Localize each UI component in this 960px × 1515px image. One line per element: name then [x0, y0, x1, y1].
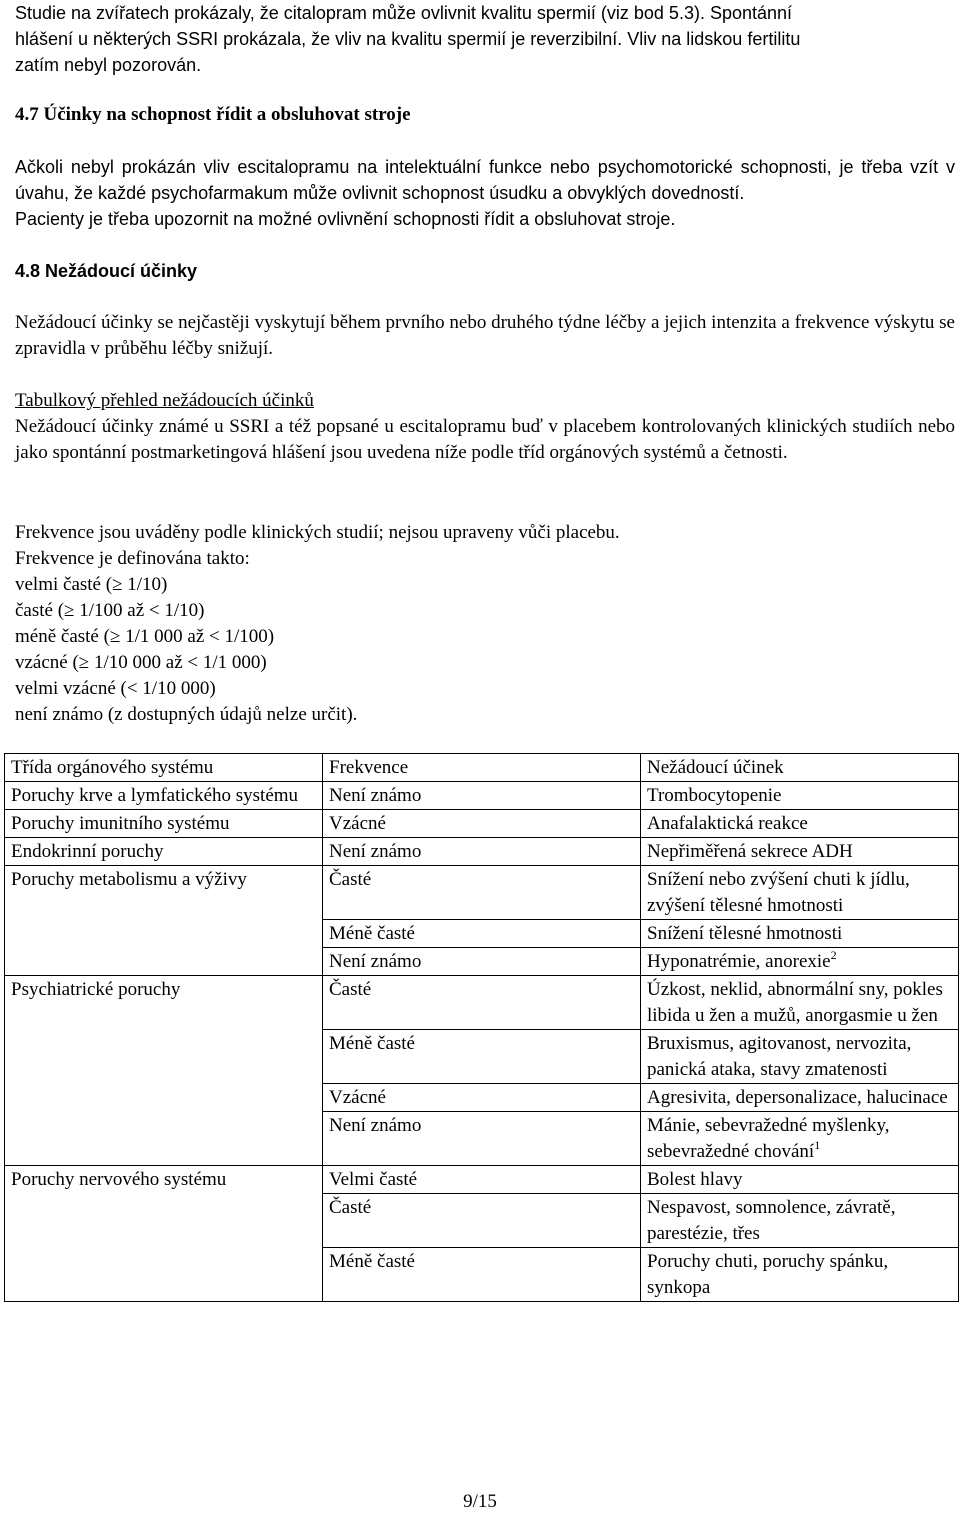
- soc-cell: [5, 948, 323, 976]
- effect-text: Mánie, sebevražedné myšlenky, sebevražedné chování: [647, 1115, 890, 1162]
- paragraph: Pacienty je třeba upozornit na možné ovlivnění schopnosti řídit a obsluhovat stroje.: [15, 209, 676, 229]
- frequency-cell: Časté: [323, 866, 641, 920]
- effect-cell: Bruxismus, agitovanost, nervozita, panická ataka, stavy zmatenosti: [641, 1030, 959, 1084]
- frequency-cell: Méně časté: [323, 920, 641, 948]
- frequency-cell: Není známo: [323, 838, 641, 866]
- effect-cell: [641, 948, 959, 976]
- frequency-item: není známo (z dostupných údajů nelze určit).: [15, 704, 358, 725]
- table-row: [5, 810, 959, 838]
- soc-cell: Poruchy imunitního systému: [5, 810, 323, 838]
- effect-cell: Trombocytopenie: [641, 782, 959, 810]
- frequency-item: velmi časté (≥ 1/10): [15, 574, 168, 595]
- soc-cell: [5, 1030, 323, 1084]
- table-row: [5, 1030, 959, 1084]
- table-header-row: [5, 754, 959, 782]
- table-row: [5, 1112, 959, 1166]
- table-row: [5, 1166, 959, 1194]
- frequency-cell: Velmi časté: [323, 1166, 641, 1194]
- soc-cell: Poruchy metabolismu a výživy: [5, 866, 323, 920]
- section-4-8-heading: 4.8 Nežádoucí účinky: [15, 261, 198, 281]
- table-row: [5, 920, 959, 948]
- soc-cell: Poruchy krve a lymfatického systému: [5, 782, 323, 810]
- frequency-item: vzácné (≥ 1/10 000 až < 1/1 000): [15, 652, 267, 673]
- table-row: [5, 948, 959, 976]
- section-4-7-body: [15, 154, 955, 232]
- effect-cell: Snížení tělesné hmotnosti: [641, 920, 959, 948]
- frequency-cell: Není známo: [323, 1112, 641, 1166]
- frequency-note: Frekvence jsou uváděny podle klinických studií; nejsou upraveny vůči placebu.: [15, 522, 620, 543]
- soc-cell: [5, 1248, 323, 1302]
- soc-cell: [5, 1112, 323, 1166]
- section-4-7-heading: 4.7 Účinky na schopnost řídit a obsluhovat stroje: [15, 104, 411, 125]
- effect-cell: Bolest hlavy: [641, 1166, 959, 1194]
- frequency-list: [15, 572, 955, 728]
- soc-cell: Psychiatrické poruchy: [5, 976, 323, 1030]
- effect-cell: Nepřiměřená sekrece ADH: [641, 838, 959, 866]
- soc-cell: [5, 1194, 323, 1248]
- frequency-item: velmi vzácné (< 1/10 000): [15, 678, 216, 699]
- frequency-item: méně časté (≥ 1/1 000 až < 1/100): [15, 626, 275, 647]
- frequency-item: časté (≥ 1/100 až < 1/10): [15, 600, 205, 621]
- table-overview-text: Nežádoucí účinky známé u SSRI a též popsané u escitalopramu buď v placebem kontrolovaných klinických studiích nebo jako spontánní postmarketingová hlášení jsou uvedena níže podle tříd orgánových systémů a četnosti.: [15, 416, 955, 463]
- frequency-cell: Méně časté: [323, 1248, 641, 1302]
- table-row: [5, 866, 959, 920]
- footnote-marker: 1: [814, 1138, 821, 1152]
- effect-cell: Snížení nebo zvýšení chuti k jídlu, zvýšení tělesné hmotnosti: [641, 866, 959, 920]
- effect-cell: Úzkost, neklid, abnormální sny, pokles libida u žen a mužů, anorgasmie u žen: [641, 976, 959, 1030]
- table-row: [5, 1248, 959, 1302]
- intro-paragraph: [15, 0, 955, 78]
- soc-cell: Poruchy nervového systému: [5, 1166, 323, 1194]
- paragraph: Ačkoli nebyl prokázán vliv escitalopramu na intelektuální funkce nebo psychomotorické schopnosti, je třeba vzít v úvahu, že každé psychofarmakum může ovlivnit schopnost úsudku a obvyklých dovedností.: [15, 157, 955, 203]
- page-number: 9/15: [463, 1491, 497, 1512]
- intro-line: Studie na zvířatech prokázaly, že citalopram může ovlivnit kvalitu spermií (viz bod 5.3). Spontánní: [15, 3, 793, 23]
- frequency-cell: Vzácné: [323, 810, 641, 838]
- header-cell: Třída orgánového systému: [5, 754, 323, 782]
- soc-cell: [5, 920, 323, 948]
- frequency-cell: Méně časté: [323, 1030, 641, 1084]
- table-row: [5, 838, 959, 866]
- intro-line: zatím nebyl pozorován.: [15, 55, 202, 75]
- effect-cell: Poruchy chuti, poruchy spánku, synkopa: [641, 1248, 959, 1302]
- frequency-definition-intro: Frekvence je definována takto:: [15, 548, 250, 569]
- header-cell: Frekvence: [323, 754, 641, 782]
- soc-cell: Endokrinní poruchy: [5, 838, 323, 866]
- table-row: [5, 976, 959, 1030]
- footnote-marker: 2: [830, 948, 837, 962]
- table-overview-title: Tabulkový přehled nežádoucích účinků: [15, 390, 314, 411]
- frequency-cell: Vzácné: [323, 1084, 641, 1112]
- intro-line: hlášení u některých SSRI prokázala, že vliv na kvalitu spermií je reverzibilní. Vliv na lidskou fertilitu: [15, 29, 801, 49]
- table-row: [5, 1194, 959, 1248]
- effect-text: Hyponatrémie, anorexie: [647, 951, 831, 972]
- section-4-8-intro: Nežádoucí účinky se nejčastěji vyskytují během prvního nebo druhého týdne léčby a jejich intenzita a frekvence výskytu se zpravidla v průběhu léčby snižují.: [15, 312, 955, 359]
- frequency-cell: Není známo: [323, 948, 641, 976]
- effect-cell: [641, 1112, 959, 1166]
- effect-cell: Agresivita, depersonalizace, halucinace: [641, 1084, 959, 1112]
- table-row: [5, 782, 959, 810]
- frequency-cell: Časté: [323, 976, 641, 1030]
- table-row: [5, 1084, 959, 1112]
- frequency-cell: Není známo: [323, 782, 641, 810]
- effect-cell: Nespavost, somnolence, závratě, parestézie, třes: [641, 1194, 959, 1248]
- header-cell: Nežádoucí účinek: [641, 754, 959, 782]
- soc-cell: [5, 1084, 323, 1112]
- adverse-effects-table: [4, 753, 959, 1302]
- effect-cell: Anafalaktická reakce: [641, 810, 959, 838]
- frequency-cell: Časté: [323, 1194, 641, 1248]
